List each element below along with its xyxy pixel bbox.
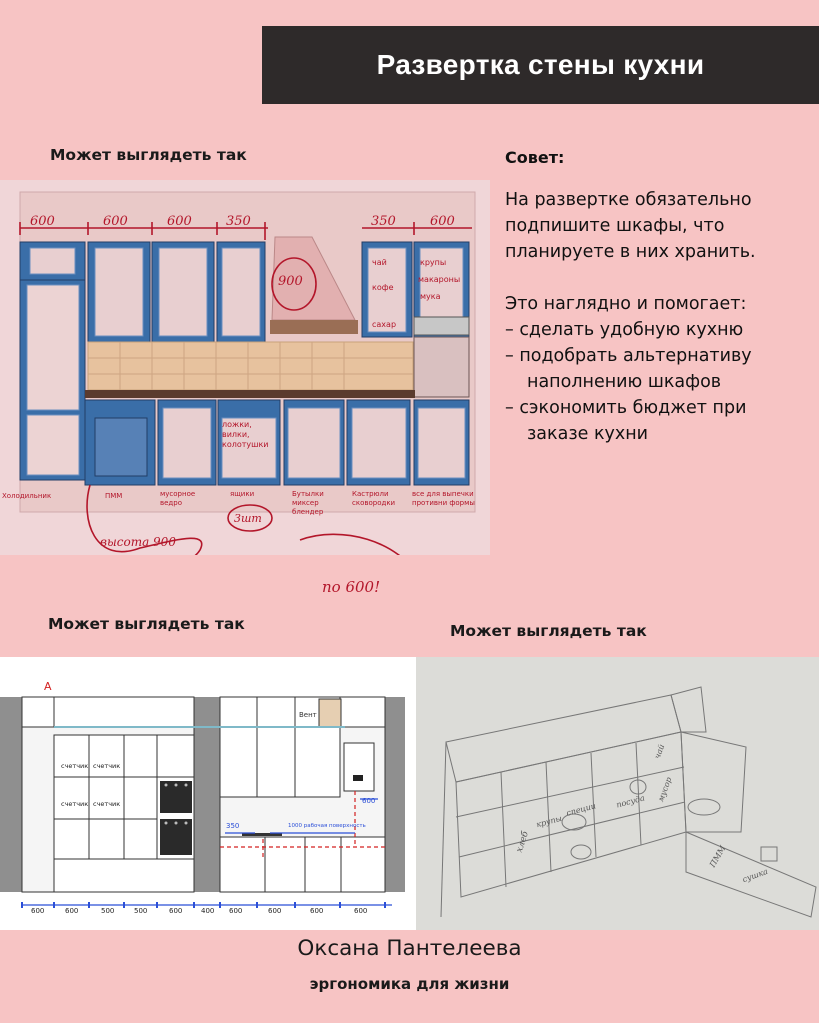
dim-350: 350 <box>226 822 240 830</box>
bottom-cabinet-label: ПММ <box>105 492 123 500</box>
section-heading-top-left: Может выглядеть так <box>50 146 247 164</box>
upper-shelf-label: макароны <box>418 275 461 284</box>
dim-label: 600 <box>103 214 128 229</box>
advice-benefit: – сэкономить бюджет при заказе кухни <box>505 398 747 444</box>
drawer-note: ложки, вилки, колотушки <box>222 420 269 449</box>
dim-label: 350 <box>371 214 396 229</box>
circled-note: 900 <box>278 274 303 289</box>
advice-benefit: – подобрать альтернативу наполнению шкафов <box>505 346 752 392</box>
pencil-sketch-image <box>416 657 819 930</box>
sketch-label: посуда <box>615 793 646 810</box>
upper-shelf-label: сахар <box>372 320 397 329</box>
dim-label: 600 <box>30 214 55 229</box>
sketch-label: крупы <box>535 813 563 830</box>
bottom-dim: 600 <box>310 907 324 915</box>
advice-intro-line: планируете в них хранить. <box>505 242 756 262</box>
cad-elevation-image <box>0 657 416 930</box>
width-note: по 600! <box>322 578 381 596</box>
bottom-dim: 500 <box>134 907 148 915</box>
sketch-label: хлеб <box>514 830 531 854</box>
bottom-dim: 600 <box>65 907 79 915</box>
dim-work-surface: 1000 рабочая поверхность <box>288 823 366 829</box>
bottom-dim: 600 <box>229 907 243 915</box>
bottom-cabinet-label: все для выпечки противни формы <box>412 490 475 507</box>
upper-shelf-label: мука <box>420 292 441 301</box>
circled-count: 3шт <box>234 512 262 525</box>
bottom-dim: 500 <box>101 907 115 915</box>
bottom-dim: 400 <box>201 907 215 915</box>
vent-label: Вент <box>299 711 317 719</box>
section-heading-bottom-right: Может выглядеть так <box>450 622 647 640</box>
meter-label: счетчик <box>61 762 89 770</box>
upper-shelf-label: крупы <box>420 258 447 267</box>
bottom-dim: 600 <box>31 907 45 915</box>
advice-title: Совет: <box>505 148 565 167</box>
meter-label: счетчик <box>93 800 121 808</box>
meter-label: счетчик <box>61 800 89 808</box>
bottom-cabinet-label: Холодильник <box>2 492 52 500</box>
advice-intro-line: На развертке обязательно <box>505 190 752 210</box>
page-title-bar <box>262 26 819 104</box>
page-title: Развертка стены кухни <box>376 49 705 80</box>
kitchen-elevation-sketch-image <box>0 180 490 555</box>
bottom-cabinet-label: Бутылки миксер блендер <box>292 490 324 516</box>
advice-text <box>505 187 805 447</box>
bottom-dim: 600 <box>268 907 282 915</box>
advice-lead: Это наглядно и помогает: <box>505 294 747 314</box>
author-name: Оксана Пантелеева <box>297 936 522 961</box>
bottom-cabinet-label: ящики <box>230 490 255 498</box>
dim-label: 600 <box>430 214 455 229</box>
upper-shelf-label: чай <box>372 258 387 267</box>
advice-intro-line: подпишите шкафы, что <box>505 216 725 236</box>
bottom-cabinet-label: мусорное ведро <box>160 490 196 507</box>
upper-shelf-label: кофе <box>372 283 394 292</box>
bottom-dim: 600 <box>169 907 183 915</box>
sketch-label: специи <box>565 801 597 818</box>
sketch-label: ПММ <box>707 844 728 869</box>
section-heading-bottom-left: Может выглядеть так <box>48 615 245 633</box>
height-note: высота 900 <box>100 535 176 549</box>
dim-label: 600 <box>167 214 192 229</box>
bottom-dim: 600 <box>354 907 368 915</box>
sketch-label: сушка <box>741 866 769 885</box>
sketch-label: чай <box>652 742 667 761</box>
sketch-label: мусор <box>656 775 674 804</box>
advice-benefit: – сделать удобную кухню <box>505 320 744 340</box>
cad-corner-mark: А <box>44 680 52 693</box>
dim-label: 350 <box>226 214 251 229</box>
tagline: эргономика для жизни <box>309 975 510 993</box>
bottom-cabinet-label: Кастрюли сковородки <box>352 490 396 507</box>
meter-label: счетчик <box>93 762 121 770</box>
dim-boiler: 600 <box>362 797 376 805</box>
